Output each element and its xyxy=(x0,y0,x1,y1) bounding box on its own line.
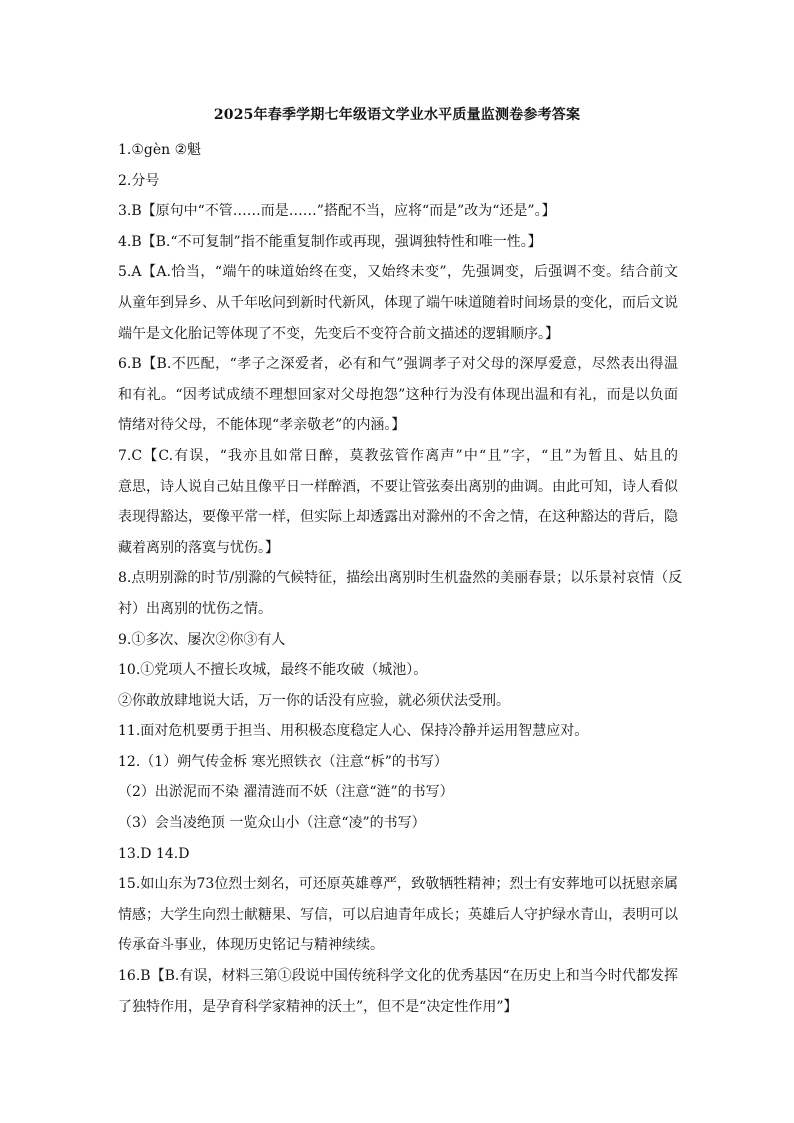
answer-line: 7.C【C.有误，“我亦且如常日醉，莫教弦管作离声”中“且”字，“且”为暂且、姑且的 xyxy=(118,447,678,464)
answer-line: 4.B【B.“不可复制”指不能重复制作或再现，强调独特性和唯一性。】 xyxy=(118,233,542,250)
answer-line: 8.点明别滁的时节/别滁的气候特征，描绘出离别时生机盎然的美丽春景；以乐景衬哀情（反 xyxy=(118,570,683,587)
answer-line: 了独特作用，是孕育科学家精神的沃土”，但不是“决定性作用”】 xyxy=(118,998,518,1015)
answer-line: 16.B【B.有误，材料三第①段说中国传统科学文化的优秀基因“在历史上和当今时代都发挥 xyxy=(118,968,678,985)
answer-line: 情感；大学生向烈士献糖果、写信，可以启迪青年成长；英雄后人守护绿水青山，表明可以 xyxy=(118,906,678,923)
answer-line: 12.（1）朔气传金柝 寒光照铁衣（注意“柝”的书写） xyxy=(118,753,448,770)
answer-line: 传承奋斗事业，体现历史铭记与精神续续。 xyxy=(118,937,384,954)
answer-line: 10.①党项人不擅长攻城，最终不能攻破（城池）。 xyxy=(118,662,428,679)
answer-line: 藏着离别的落寞与忧伤。】 xyxy=(118,539,279,556)
answer-list xyxy=(118,135,683,1022)
page-title: 2025年春季学期七年级语文学业水平质量监测卷参考答案 xyxy=(213,107,581,123)
answer-line: 表现得豁达，要像平常一样，但实际上却透露出对滁州的不舍之情，在这种豁达的背后，隐 xyxy=(118,509,678,526)
answer-line: 衬）出离别的忧伤之情。 xyxy=(118,600,272,617)
answer-line: （3）会当凌绝顶 一览众山小（注意“凌”的书写） xyxy=(118,815,426,832)
answer-line: 情绪对待父母，不能体现“孝亲敬老”的内涵。】 xyxy=(118,417,406,434)
answer-line: 13.D 14.D xyxy=(118,845,190,862)
answer-line: 15.如山东为73位烈士刻名，可还原英雄尊严，致敬牺牲精神；烈士有安葬地可以抚慰亲属 xyxy=(118,876,678,893)
answer-line: ②你敢放肆地说大话，万一你的话没有应验，就必须伏法受刑。 xyxy=(118,692,510,709)
answer-line: 6.B【B.不匹配，“孝子之深爱者，必有和气”强调孝子对父母的深厚爱意，尽然表出得温 xyxy=(118,356,678,373)
answer-line: 和有礼。“因考试成绩不理想回家对父母抱怨”这种行为没有体现出温和有礼，而是以负面 xyxy=(118,386,678,403)
answer-line: 2.分号 xyxy=(118,172,160,189)
answer-line: 5.A【A.恰当，“端午的味道始终在变，又始终未变”，先强调变，后强调不变。结合前文 xyxy=(118,264,678,281)
answer-line: 9.①多次、屡次②你③有人 xyxy=(118,631,286,648)
answer-line: 1.①gèn ②魁 xyxy=(118,142,202,158)
answer-line: 11.面对危机要勇于担当、用积极态度稳定人心、保持冷静并运用智慧应对。 xyxy=(118,723,589,740)
answer-line: 从童年到异乡、从千年吆问到新时代新风，体现了端午味道随着时间场景的变化，而后文说 xyxy=(118,294,678,311)
answer-line: 3.B【原句中“不管……而是……”搭配不当，应将“而是”改为“还是”。】 xyxy=(118,203,556,220)
answer-line: 端午是文化胎记等体现了不变，先变后不变符合前文描述的逻辑顺序。】 xyxy=(118,325,559,342)
answer-line: 意思，诗人说自己姑且像平日一样醉酒，不要让管弦奏出离别的曲调。由此可知，诗人看似 xyxy=(118,478,678,495)
answer-line: （2）出淤泥而不染 濯清涟而不妖（注意“涟”的书写） xyxy=(118,784,454,801)
